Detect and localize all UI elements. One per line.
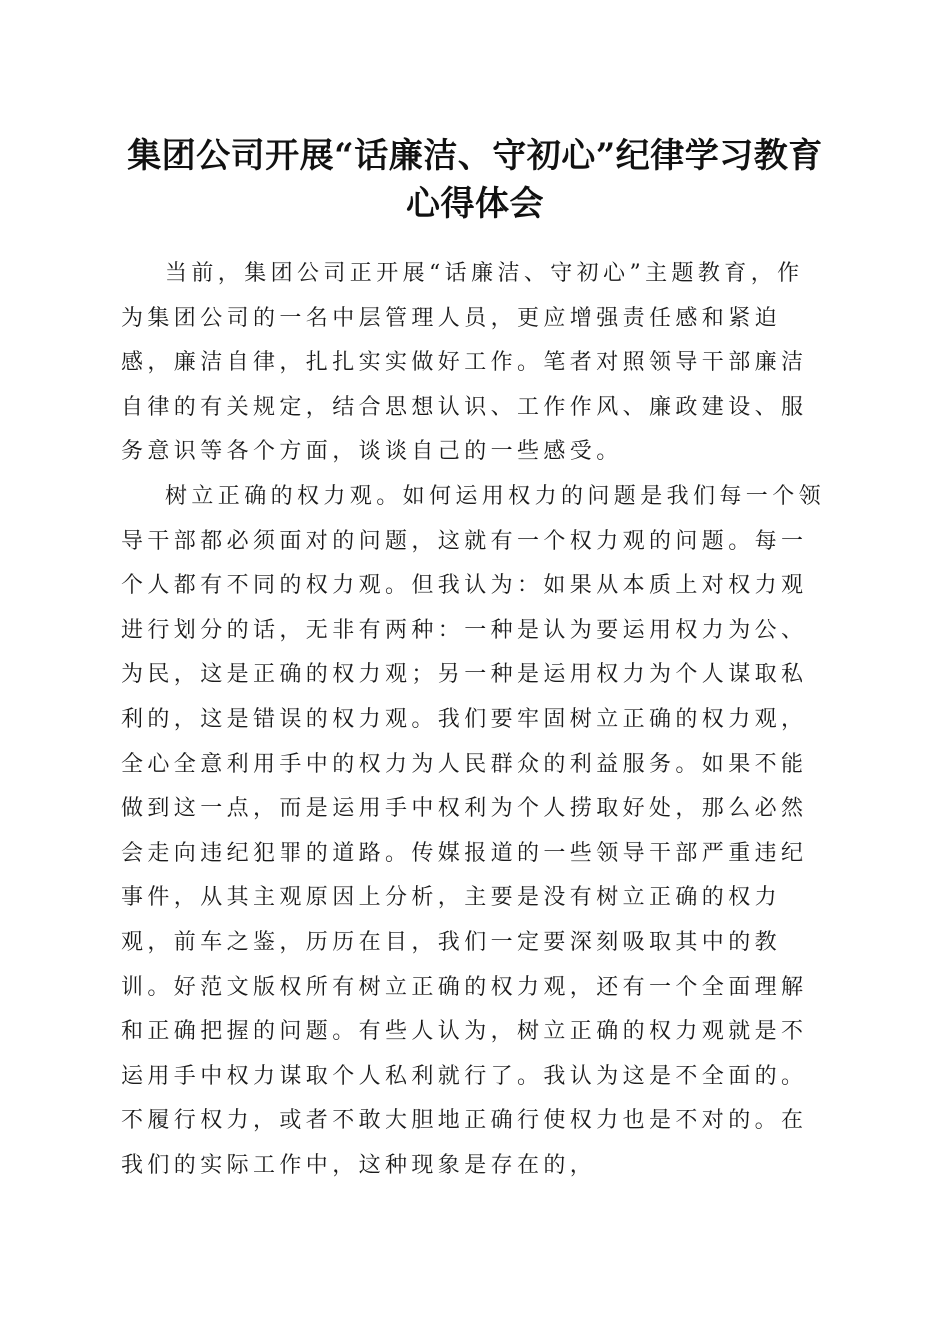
paragraph-power-view: 树立正确的权力观。如何运用权力的问题是我们每一个领导干部都必须面对的问题，这就有一个权力观的问题。每一个人都有不同的权力观。但我认为：如果从本质上对权力观进行划分的话，无非有两种：一种是认为要运用权力为公、为民，这是正确的权力观；另一种是运用权力为个人谋取私利的，这是错误的权力观。我们要牢固树立正确的权力观，全心全意利用手中的权力为人民群众的利益服务。如果不能做到这一点，而是运用手中权利为个人捞取好处，那么必然会走向违纪犯罪的道路。传媒报道的一些领导干部严重违纪事件，从其主观原因上分析，主要是没有树立正确的权力观，前车之鉴，历历在目，我们一定要深刻吸取其中的教训。好范文版权所有树立正确的权力观，还有一个全面理解和正确把握的问题。有些人认为，树立正确的权力观就是不运用手中权力谋取个人私利就行了。我认为这是不全面的。不履行权力，或者不敢大胆地正确行使权力也是不对的。在我们的实际工作中，这种现象是存在的， xyxy=(121,483,826,1178)
document-title: 集团公司开展“话廉洁、守初心”纪律学习教育心得体会 xyxy=(127,136,823,224)
paragraph-intro: 当前，集团公司正开展“话廉洁、守初心”主题教育，作为集团公司的一名中层管理人员，更应增强责任感和紧迫感，廉洁自律，扎扎实实做好工作。笔者对照领导干部廉洁自律的有关规定，结合思想认识、工作作风、廉政建设、服务意识等各个方面，谈谈自己的一些感受。 xyxy=(121,261,808,465)
document-body xyxy=(121,252,829,1188)
